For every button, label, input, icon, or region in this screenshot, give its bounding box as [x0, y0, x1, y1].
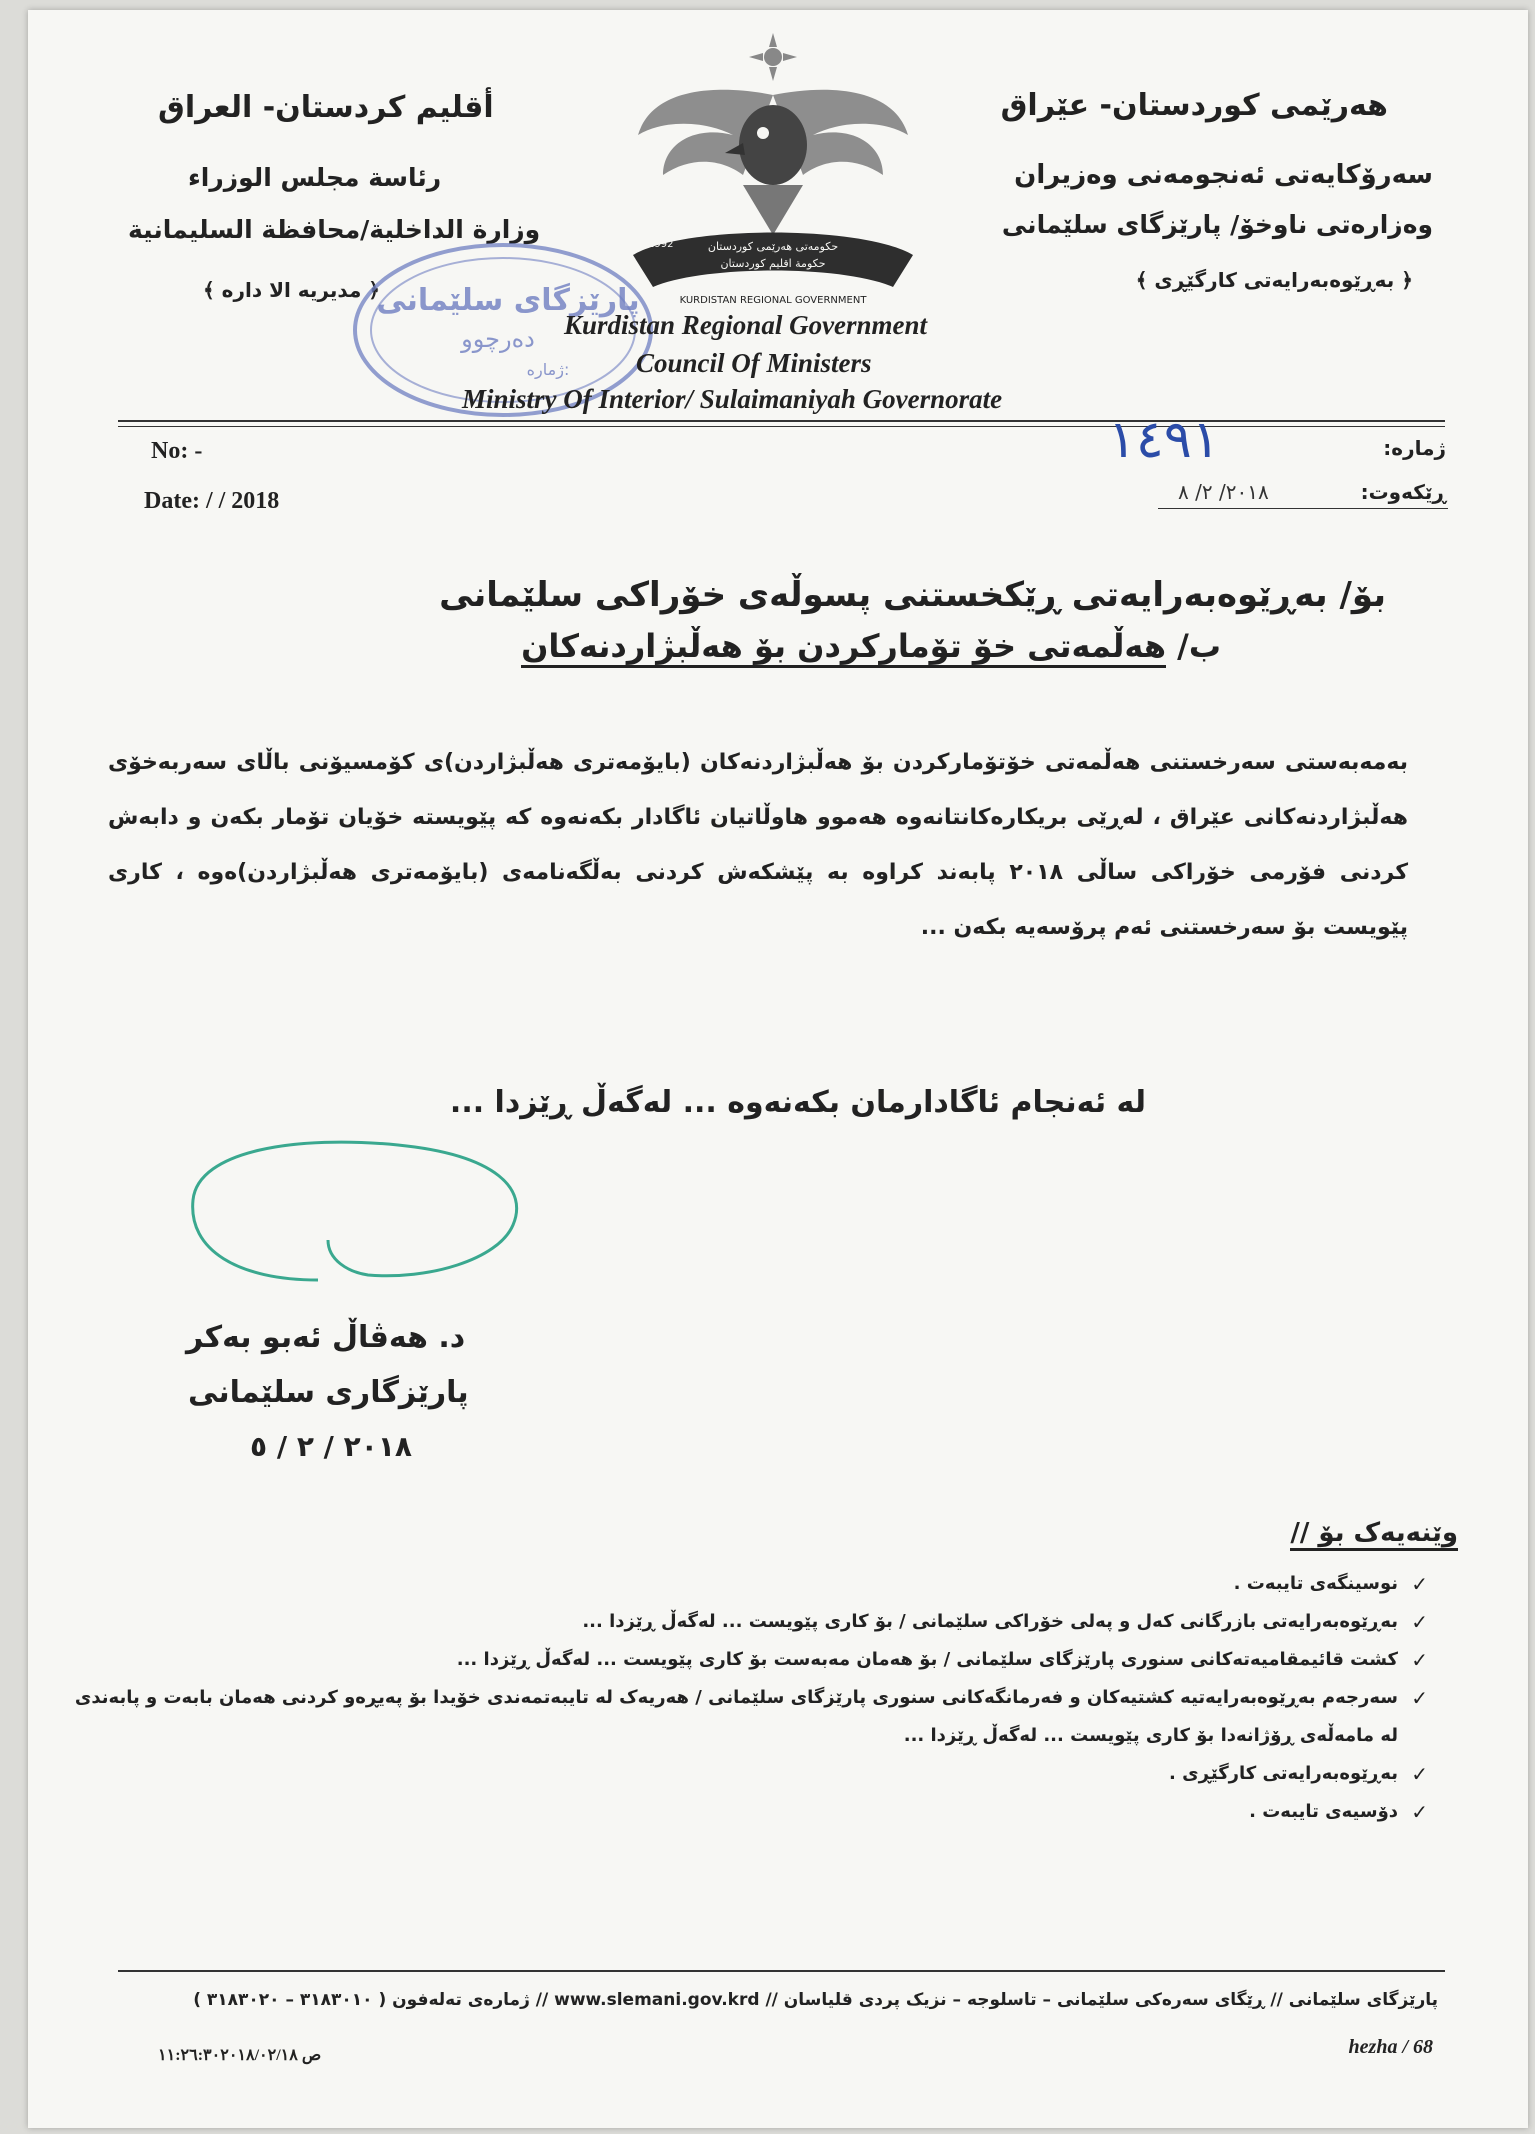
header-kurdish-ministry: وەزارەتی ناوخۆ/ پارێزگای سلێمانی	[1001, 210, 1433, 239]
handwritten-date: ٢٠١٨/ ٢/ ٨	[1178, 480, 1269, 504]
logo-ribbon-kurdish: حکومەتی هەرێمی کوردستان	[707, 240, 839, 253]
stamp-title: پارێزگای سلێمانی	[376, 283, 640, 318]
number-field-en: No: -	[151, 438, 203, 464]
cc-item: ✓ سەرجەم بەڕێوەبەرایەتیە کشتیەکان و فەرمانگەکانی سنوری پارێزگای سلێمانی / هەریەک لە تایبەتمەندی خۆیدا بۆ پەیڕەو کردنی هەمان بابەت و پابەندی لە مامەڵەی ڕۆژانەدا بۆ کاری پێویست ... لەگەڵ ڕێزدا ...	[68, 1679, 1428, 1755]
stamp-number: ژمارە:	[526, 360, 570, 379]
subject-prefix: ب/	[1166, 627, 1221, 665]
date-underline	[1158, 508, 1448, 509]
logo-ribbon-arabic: حكومة اقليم كوردستان	[720, 257, 826, 270]
header-english-krg: Kurdistan Regional Government	[564, 310, 928, 340]
letter-body: بەمەبەستی سەرخستنی هەڵمەتی خۆتۆمارکردن بۆ هەڵبژاردنەکان (بایۆمەتری هەڵبژاردن)ی کۆمسیۆنی باڵای سەربەخۆی هەڵبژاردنەکانی عێراق ، لەڕێی بریکارەکانتانەوە هەموو هاوڵاتیان ئاگادار بکەنەوە کە پێویستە خۆیان تۆمار بکەن و دابەش کردنی فۆرمی خۆراکی ساڵی ٢٠١٨ پابەند کراوە بە پێشکەش کردنی بەڵگەنامەی (بایۆمەتری هەڵبژاردن)ەوە ، کاری پێویست بۆ سەرخستنی ئەم پرۆسەیە بکەن ...	[108, 750, 1408, 940]
cc-item: ✓ نوسینگەی تایبەت .	[68, 1565, 1428, 1603]
header-kurdish-council: سەرۆکایەتی ئەنجومەنی وەزیران	[1014, 160, 1433, 190]
document-page	[28, 10, 1528, 2128]
cc-item: ✓ کشت قائیمقامیەتەکانی سنوری پارێزگای سلێمانی / بۆ هەمان مەبەست بۆ کاری پێویست ... لەگەڵ ڕێزدا ...	[68, 1641, 1428, 1679]
header-arabic-council: رئاسة مجلس الوزراء	[188, 163, 442, 192]
header-arabic-directorate: ﴿ مديريه الا دارە ﴾	[203, 278, 381, 302]
checkmark-icon: ✓	[1411, 1648, 1428, 1672]
cc-title: وێنەیەک بۆ //	[1290, 1518, 1458, 1551]
letter-closing: لە ئەنجام ئاگادارمان بکەنەوە ... لەگەڵ ڕێزدا ...	[449, 1085, 1146, 1120]
checkmark-icon: ✓	[1411, 1572, 1428, 1596]
subject-text: هەڵمەتی خۆ تۆمارکردن بۆ هەڵبژاردنەکان	[521, 627, 1166, 668]
number-field-ku: ژمارە:	[1383, 436, 1446, 460]
footer-divider	[118, 1970, 1445, 1972]
checkmark-icon: ✓	[1411, 1762, 1428, 1786]
handwritten-number: ١٤٩١	[1108, 410, 1220, 470]
header-divider	[118, 420, 1445, 422]
logo-ribbon-english: KURDISTAN REGIONAL GOVERNMENT	[679, 295, 867, 306]
cc-item: ✓ بەڕێوەبەرایەتی بازرگانی کەل و پەلی خۆراکی سلێمانی / بۆ کاری پێویست ... لەگەڵ ڕێزدا ...	[68, 1603, 1428, 1641]
footer-address: پارێزگای سلێمانی // ڕێگای سەرەکی سلێمانی – تاسلوجە – نزیک پردی قلیاسان // www.slemani.gov.krd // ژمارەی تەلەفون ( ٣١٨٣٠١٠ – ٣١٨٣٠٢٠ )	[193, 1990, 1438, 2010]
signature-date: ٢٠١٨ / ٢ / ٥	[250, 1430, 413, 1463]
date-field-en: Date: / / 2018	[144, 488, 280, 514]
cc-list	[68, 1565, 1428, 1831]
header-kurdish-directorate: ﴿ بەڕێوەبەرایەتی کارگێڕی ﴾	[1135, 268, 1413, 292]
header-arabic-ministry: وزارة الداخلية/محافظة السليمانية	[128, 215, 541, 244]
checkmark-icon: ✓	[1411, 1610, 1428, 1634]
footer-ref: hezha / 68	[1348, 2036, 1433, 2058]
header-english-ministry: Ministry Of Interior/ Sulaimaniyah Governorate	[462, 384, 1003, 414]
cc-item: ✓ دۆسیەی تایبەت .	[68, 1793, 1428, 1831]
signatory-title: پارێزگاری سلێمانی	[188, 1375, 469, 1410]
stamp-outgoing: دەرچوو	[461, 325, 535, 353]
header-divider-thin	[118, 426, 1445, 427]
handwritten-signature	[178, 1130, 538, 1310]
header-arabic-region: أقليم كردستان- العراق	[158, 90, 494, 125]
logo-year: 1992	[648, 239, 674, 250]
header-english-council: Council Of Ministers	[636, 348, 872, 378]
letter-addressee: بۆ/ بەڕێوەبەرایەتی ڕێکخستنی پسوڵەی خۆراکی سلێمانی	[439, 575, 1386, 615]
signatory-name: د. هەڤاڵ ئەبو بەکر	[186, 1320, 466, 1355]
letter-subject	[521, 627, 1221, 665]
footer-timestamp: ص ١١:٢٦:٣٠٢٠١٨/٠٢/١٨	[158, 2047, 322, 2064]
header-kurdish-region: هەرێمی کوردستان- عێراق	[1000, 88, 1388, 123]
cc-item: ✓ بەڕێوەبەرایەتی کارگێڕی .	[68, 1755, 1428, 1793]
date-field-ku: ڕێکەوت:	[1360, 480, 1446, 504]
checkmark-icon: ✓	[1411, 1686, 1428, 1710]
checkmark-icon: ✓	[1411, 1800, 1428, 1824]
